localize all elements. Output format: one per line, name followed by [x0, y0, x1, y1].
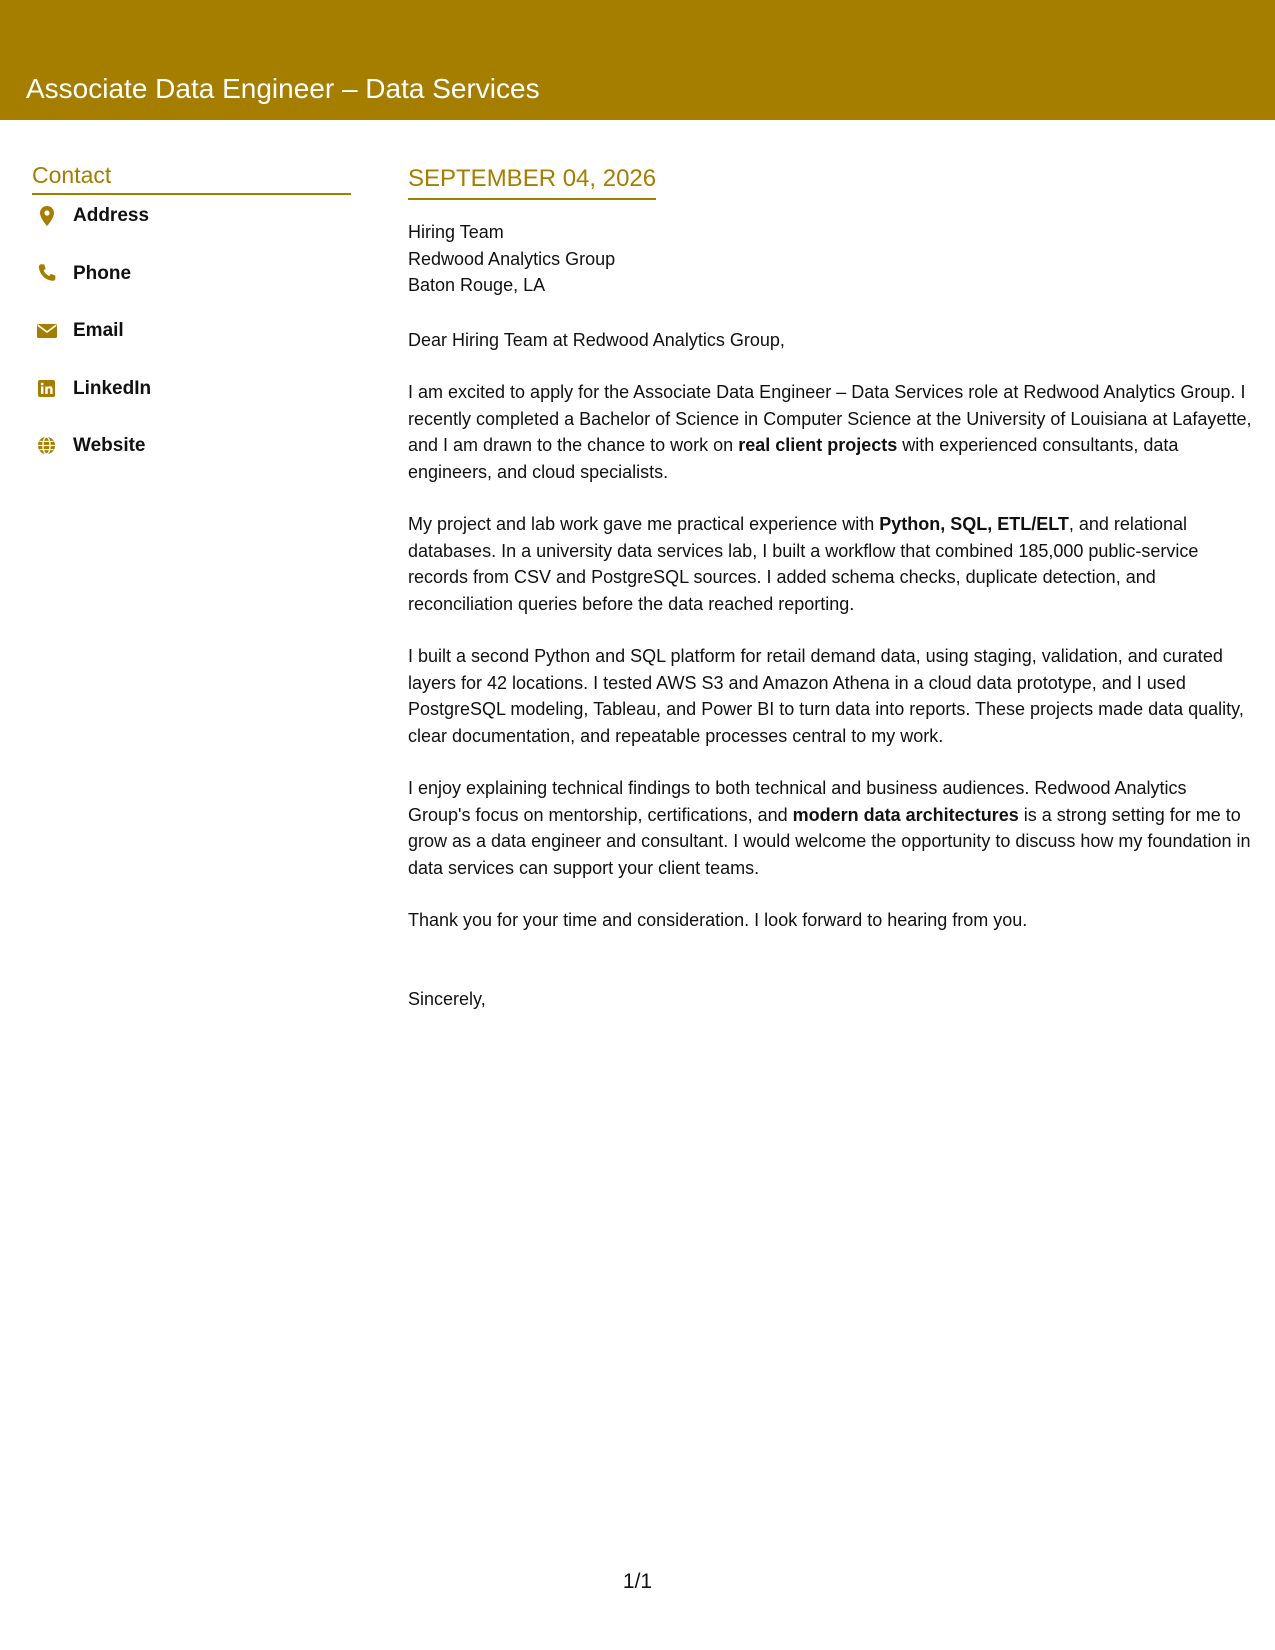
contact-label-phone: Phone [73, 262, 132, 284]
contact-heading: Contact [32, 160, 351, 195]
closing: Sincerely, [408, 988, 486, 1009]
page-number: 1/1 [622, 1570, 653, 1593]
contact-label-website: Website [73, 435, 146, 456]
paragraph-1-text-a: I am excited to apply for the Associate Data Engineer – Data Services role at Redwood Analytics Group. I recently completed a Bachelor of Science in Computer Science at the University of Louisiana at Lafayette, and I am drawn to the chance to work on [408, 382, 1252, 455]
contact-label-address: Address [73, 205, 150, 226]
salutation: Dear Hiring Team at Redwood Analytics Group, [408, 329, 785, 350]
recipient-block [408, 219, 1253, 299]
recipient-name: Hiring Team [408, 222, 504, 242]
paragraph-2-text-a: My project and lab work gave me practical experience with [408, 514, 880, 534]
map-pin-icon [36, 205, 57, 226]
paragraph-4-text-c: is a strong setting for me to grow as a data engineer and consultant. I would welcome the opportunity to discuss how my foundation in data services can support your client teams. [408, 804, 1251, 878]
contact-item-address [32, 205, 351, 263]
contact-item-website [32, 435, 351, 493]
paragraph-3: I built a second Python and SQL platform for retail demand data, using staging, validation, and curated layers for 42 locations. I tested AWS S3 and Amazon Athena in a cloud data prototype, and I used PostgreSQL modeling, Tableau, and Power BI to turn data into reports. These projects made data quality, clear documentation, and repeatable processes central to my work. [408, 646, 1244, 746]
contact-list [32, 205, 351, 493]
paragraph-4-emphasis: modern data architectures [792, 804, 1019, 825]
paragraph-4 [408, 775, 1253, 881]
paragraph-2 [408, 511, 1253, 617]
contact-sidebar [32, 160, 351, 493]
contact-item-phone [32, 263, 351, 321]
paragraph-1 [408, 379, 1253, 485]
document-title: Associate Data Engineer – Data Services [26, 73, 540, 104]
globe-icon [36, 435, 57, 456]
letter-body [408, 164, 1253, 1012]
phone-icon [36, 263, 57, 284]
paragraph-2-emphasis: Python, SQL, ETL/ELT [879, 514, 1069, 534]
contact-item-email [32, 320, 351, 378]
paragraph-4-text-a: I enjoy explaining technical findings to both technical and business audiences. Redwood Analytics Group's focus on mentorship, certifications, and [408, 778, 1187, 825]
linkedin-icon [36, 378, 57, 399]
paragraph-1-text-c: with experienced consultants, data engineers, and cloud specialists. [408, 435, 1179, 482]
recipient-location: Baton Rouge, LA [408, 275, 546, 295]
paragraph-1-emphasis: real client projects [738, 435, 898, 455]
contact-label-email: Email [73, 320, 124, 341]
letter-date: SEPTEMBER 04, 2026 [408, 164, 656, 200]
recipient-company: Redwood Analytics Group [408, 248, 616, 269]
envelope-icon [36, 320, 57, 341]
paragraph-2-text-c: , and relational databases. In a university data services lab, I built a workflow that combined 185,000 public-service records from CSV and PostgreSQL sources. I added schema checks, duplicate detection, and reconciliation queries before the data reached reporting. [408, 514, 1199, 614]
header-banner [0, 0, 1275, 120]
contact-item-linkedin [32, 378, 351, 436]
contact-label-linkedin: LinkedIn [73, 377, 152, 399]
paragraph-5: Thank you for your time and consideration. I look forward to hearing from you. [408, 910, 1028, 930]
